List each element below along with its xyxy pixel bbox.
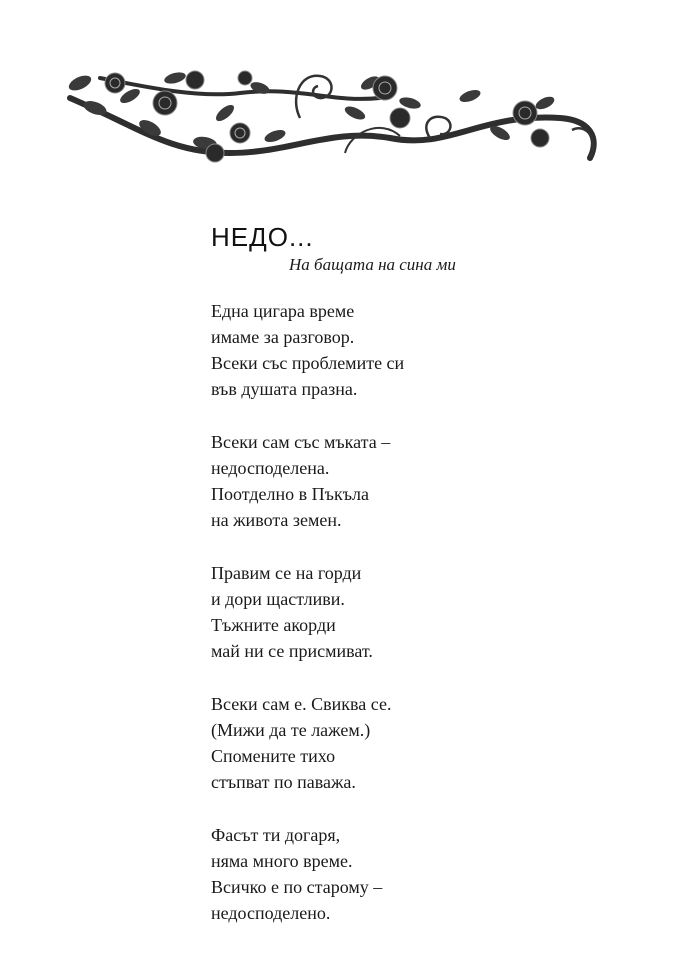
stanza bbox=[211, 691, 631, 795]
poem-line: Всичко е по старому – bbox=[211, 877, 383, 897]
poem-line: Поотделно в Пъкъла bbox=[211, 484, 369, 504]
poem-line: недосподелена. bbox=[211, 458, 330, 478]
poem-line: май ни се присмиват. bbox=[211, 641, 373, 661]
rose-vine-ornament-icon bbox=[0, 58, 700, 168]
poem-line: имаме за разговор. bbox=[211, 327, 355, 347]
stanza bbox=[211, 560, 631, 664]
poem-stanzas bbox=[211, 298, 631, 926]
poem-line: Всеки сам е. Свиква се. bbox=[211, 694, 392, 714]
poem-line: Една цигара време bbox=[211, 301, 355, 321]
stanza bbox=[211, 429, 631, 533]
poem-dedication: На бащата на сина ми bbox=[289, 255, 456, 274]
poem-line: Спомените тихо bbox=[211, 746, 336, 766]
poem-line: стъпват по паважа. bbox=[211, 772, 356, 792]
poem-line: Правим се на горди bbox=[211, 563, 362, 583]
poem-line: Всеки със проблемите си bbox=[211, 353, 405, 373]
poem-line: Фасът ти догаря, bbox=[211, 825, 341, 845]
stanza bbox=[211, 298, 631, 402]
poem-line: недосподелено. bbox=[211, 903, 331, 923]
poem-line: (Мижи да те лажем.) bbox=[211, 720, 371, 740]
poem-line: на живота земен. bbox=[211, 510, 342, 530]
poem-line: Тъжните акорди bbox=[211, 615, 336, 635]
stanza bbox=[211, 822, 631, 926]
poem-line: и дори щастливи. bbox=[211, 589, 345, 609]
poem-line: във душата празна. bbox=[211, 379, 358, 399]
poem-line: Всеки сам със мъката – bbox=[211, 432, 391, 452]
poem bbox=[211, 222, 631, 953]
poem-line: няма много време. bbox=[211, 851, 353, 871]
poem-title: НЕДО... bbox=[211, 222, 314, 252]
